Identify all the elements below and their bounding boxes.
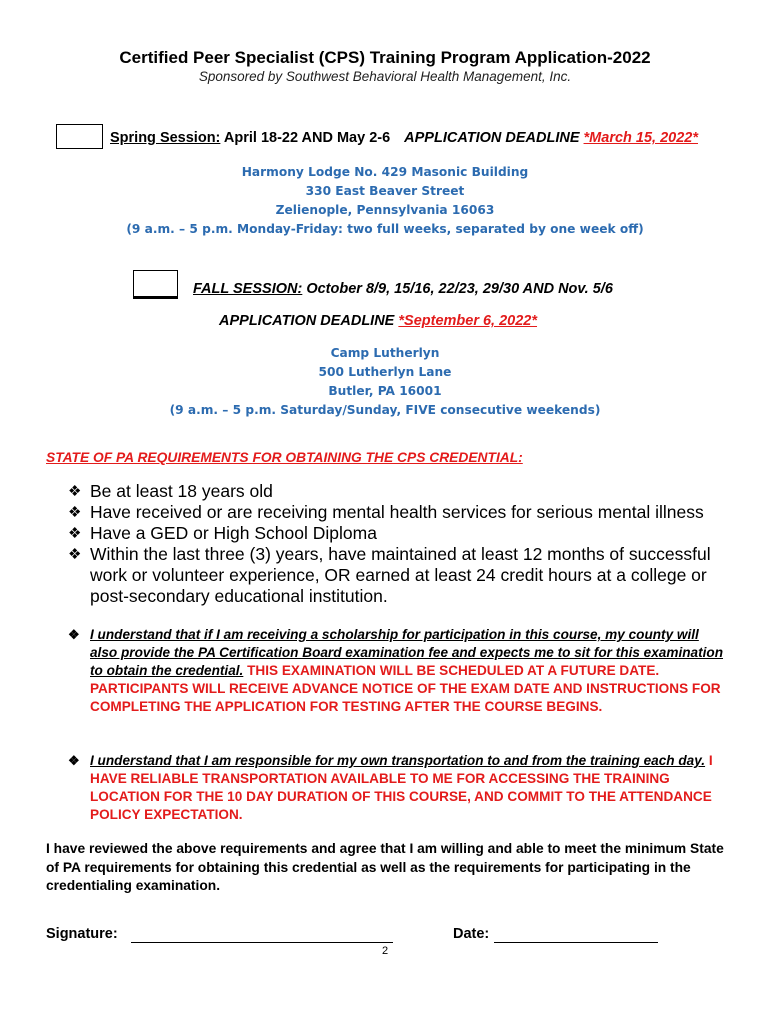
spring-deadline-value: *March 15, 2022* xyxy=(583,130,698,146)
spring-session-label: Spring Session: xyxy=(110,130,221,146)
fall-session-line xyxy=(193,281,613,297)
agreement-statement: I have reviewed the above requirements and agree that I am willing and able to meet the minimum State of PA requirements for obtaining this credential as well as the requirements for participating in the credentialing examination. xyxy=(46,841,724,893)
spring-session-checkbox[interactable] xyxy=(56,124,103,149)
page-subtitle: Sponsored by Southwest Behavioral Health Management, Inc. xyxy=(198,69,572,84)
date-label: Date: xyxy=(453,926,490,942)
diamond-bullet-icon: ❖ xyxy=(68,753,80,768)
fall-deadline-line xyxy=(219,313,537,329)
spring-location-street: 330 East Beaver Street xyxy=(305,184,465,198)
page-number: 2 xyxy=(381,945,389,957)
fall-location-block xyxy=(0,344,770,420)
requirements-heading: STATE OF PA REQUIREMENTS FOR OBTAINING THE CPS CREDENTIAL: xyxy=(46,450,523,465)
fall-session-checkbox[interactable] xyxy=(133,270,178,297)
diamond-bullet-icon: ❖ xyxy=(68,546,82,563)
acknowledgement-item xyxy=(68,626,728,716)
diamond-bullet-icon: ❖ xyxy=(68,525,82,542)
requirement-item: ❖ Within the last three (3) years, have maintained at least 12 months of successful work or volunteer experience, OR earned at least 24 credit hours at a college or post-secondary educational institution. xyxy=(68,544,711,606)
spring-location-name: Harmony Lodge No. 429 Masonic Building xyxy=(241,165,529,179)
spring-deadline-label: APPLICATION DEADLINE xyxy=(404,130,584,146)
diamond-bullet-icon: ❖ xyxy=(68,504,82,521)
diamond-bullet-icon: ❖ xyxy=(68,627,80,642)
signature-field[interactable] xyxy=(131,926,393,943)
spring-session-line xyxy=(110,130,698,146)
fall-location-city: Butler, PA 16001 xyxy=(328,384,442,398)
fall-location-street: 500 Lutherlyn Lane xyxy=(318,365,452,379)
fall-location-name: Camp Lutherlyn xyxy=(330,346,440,360)
date-field[interactable] xyxy=(494,926,658,943)
diamond-bullet-icon: ❖ xyxy=(68,483,82,500)
fall-checkbox-underline xyxy=(133,297,178,299)
ack-transportation-text: I understand that I am responsible for my own transportation to and from the training each day. xyxy=(90,753,706,768)
acknowledgement-item xyxy=(68,752,728,824)
requirement-item: ❖ Have received or are receiving mental health services for serious mental illness xyxy=(68,502,704,522)
signature-label: Signature: xyxy=(46,926,118,942)
ack-scholarship-text: I understand that if I am receiving a scholarship for participation in this course, my county will also provide the PA Certification Board examination fee and expects me to sit for this examination to obtain the credential. xyxy=(90,627,724,678)
spring-location-hours: (9 a.m. – 5 p.m. Monday-Friday: two full weeks, separated by one week off) xyxy=(126,222,644,236)
fall-location-hours: (9 a.m. – 5 p.m. Saturday/Sunday, FIVE consecutive weekends) xyxy=(169,403,601,417)
spring-location-city: Zelienople, Pennsylvania 16063 xyxy=(275,203,495,217)
fall-session-dates: October 8/9, 15/16, 22/23, 29/30 AND Nov. 5/6 xyxy=(302,281,613,297)
fall-deadline-label: APPLICATION DEADLINE xyxy=(219,313,399,329)
fall-deadline-value: *September 6, 2022* xyxy=(398,313,538,329)
spring-location-block xyxy=(0,163,770,239)
ack-transportation-notice: I HAVE RELIABLE TRANSPORTATION AVAILABLE TO ME FOR ACCESSING THE TRAINING LOCATION FOR THE 10 DAY DURATION OF THIS COURSE, AND COMMIT TO THE ATTENDANCE POLICY EXPECTATION. xyxy=(90,753,713,822)
requirement-item: ❖ Have a GED or High School Diploma xyxy=(68,523,377,543)
spring-session-dates: April 18-22 AND May 2-6 xyxy=(220,130,391,146)
page-title: Certified Peer Specialist (CPS) Training Program Application-2022 xyxy=(119,48,651,67)
ack-scholarship-notice: THIS EXAMINATION WILL BE SCHEDULED AT A FUTURE DATE. PARTICIPANTS WILL RECEIVE ADVANCE NOTICE OF THE EXAM DATE AND INSTRUCTIONS FOR COMPLETING THE APPLICATION FOR TESTING AFTER THE COURSE BEGINS. xyxy=(90,663,721,714)
requirement-item: ❖ Be at least 18 years old xyxy=(68,481,273,501)
fall-session-label: FALL SESSION: xyxy=(193,281,303,297)
